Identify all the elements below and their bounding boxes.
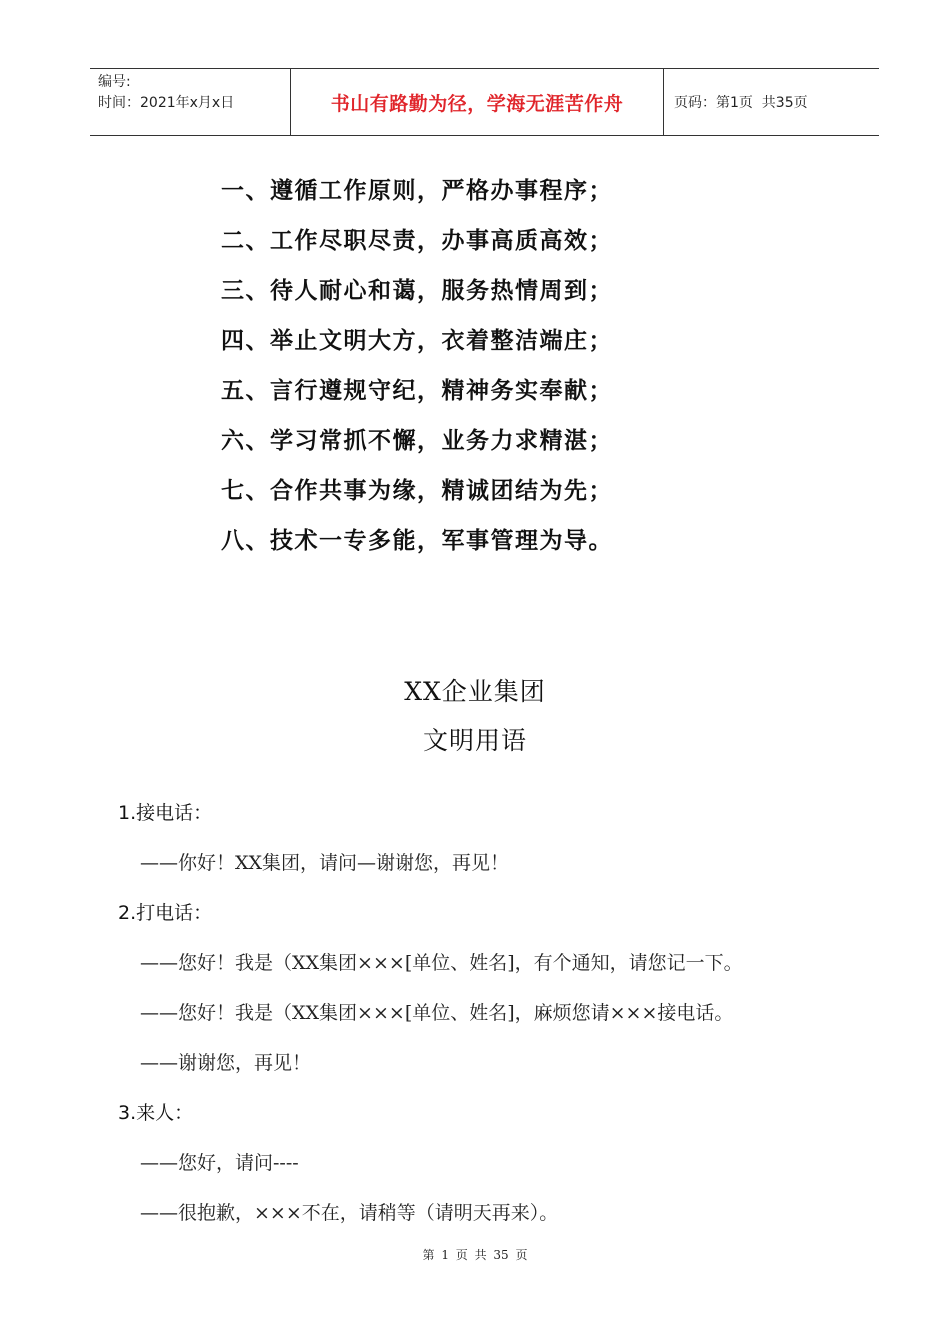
- phrases-content: [118, 794, 878, 1244]
- principles-list: [221, 168, 613, 568]
- time-label: 时间：2021年x月x日: [98, 95, 235, 111]
- phrase-line: ——你好！XX集团，请问—谢谢您，再见！: [140, 852, 510, 874]
- page-header: [90, 68, 879, 136]
- section-heading-answer-phone: 1.接电话：: [118, 802, 213, 824]
- principle-item: 一、遵循工作原则，严格办事程序；: [221, 178, 613, 204]
- principle-item: 三、待人耐心和蔼，服务热情周到；: [221, 278, 613, 304]
- phrase-line: ——您好！我是（XX集团×××[单位、姓名]，有个通知，请您记一下。: [140, 952, 743, 974]
- section-heading-make-call: 2.打电话：: [118, 902, 213, 924]
- principle-item: 六、学习常抓不懈，业务力求精湛；: [221, 428, 613, 454]
- principle-item: 八、技术一专多能，军事管理为导。: [221, 528, 613, 554]
- principle-item: 七、合作共事为缘，精诚团结为先；: [221, 478, 613, 504]
- phrase-line: ——您好！我是（XX集团×××[单位、姓名]，麻烦您请×××接电话。: [140, 1002, 734, 1024]
- header-meta-cell: [90, 69, 291, 135]
- company-title: XX企业集团: [404, 677, 546, 706]
- principle-item: 二、工作尽职尽责，办事高质高效；: [221, 228, 613, 254]
- principle-item: 五、言行遵规守纪，精神务实奉献；: [221, 378, 613, 404]
- phrase-line: ——谢谢您，再见！: [140, 1052, 312, 1074]
- document-title: 文明用语: [422, 726, 527, 755]
- number-label: 编号:: [98, 74, 131, 90]
- header-motto-cell: [291, 69, 664, 135]
- phrase-line: ——您好，请问----: [140, 1152, 299, 1174]
- page-footer: 第 1 页 共 35 页: [422, 1248, 528, 1262]
- header-page-cell: [664, 69, 879, 135]
- phrase-line: ——很抱歉，×××不在，请稍等（请明天再来）。: [140, 1202, 559, 1224]
- page-info: 页码：第1页 共35页: [674, 95, 808, 111]
- motto-text: 书山有路勤为径，学海无涯苦作舟: [330, 92, 624, 115]
- principle-item: 四、举止文明大方，衣着整洁端庄；: [221, 328, 613, 354]
- section-heading-visitor: 3.来人：: [118, 1102, 194, 1124]
